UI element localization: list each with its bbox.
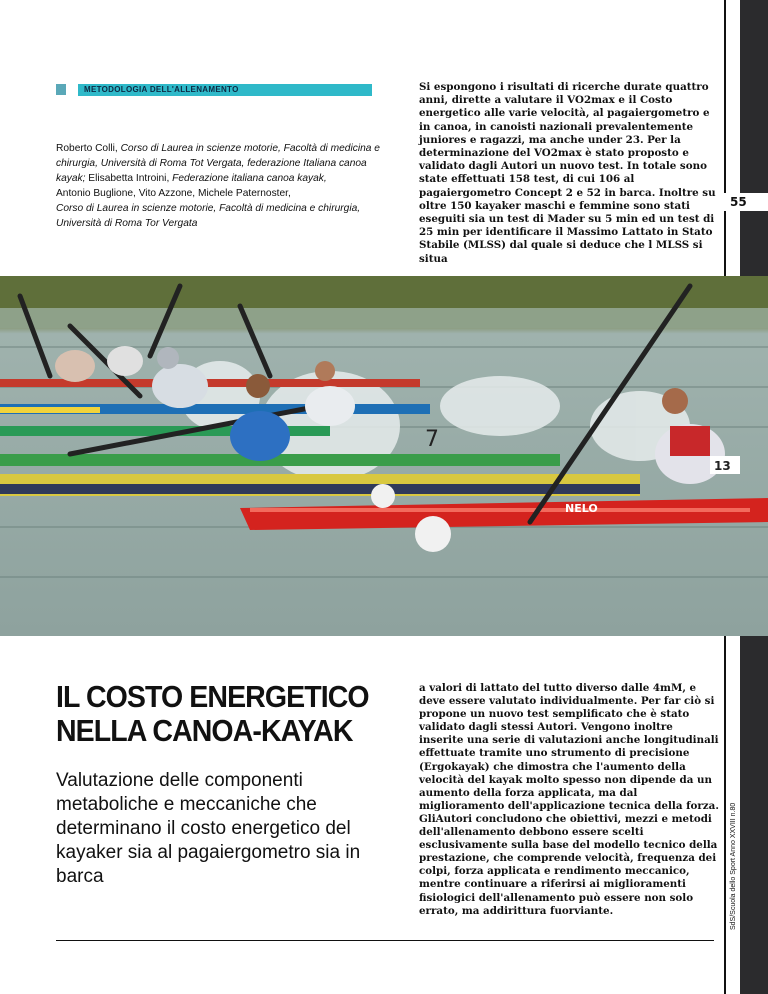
author-affiliation: Corso di Laurea in scienze motorie, Facoltà di medicina e chirurgia, Università di Roma Tot Vergata, federazione Italiana canoa kayak; [56, 143, 380, 184]
abstract-text: Si espongono i risultati di ricerche durate quattro anni, dirette a valutare il VO2max e il Costo energetico alle varie velocità, al pagaiergometro e in canoa, in canoisti nazionali prevalentemente juniores e ragazzi, ma anche under 23. Per la determinazione del VO2max è stato proposto e validato dagli Autori un nuovo test. In totale sono state effettuati 158 test, di cui 106 al pagaiergometro Concept 2 e 52 in barca. Inoltre su oltre 150 kayaker maschi e femmine sono stati eseguiti sia un test di Mader su 5 min ed un test di 25 min per identificare il Massimo Lattato in Stato Stabile (MLSS) dal quale si deduce che l MLSS si situa [419, 81, 716, 265]
abstract-bottom [419, 682, 719, 918]
author-name: Roberto Colli, [56, 143, 118, 154]
bottom-rule [56, 940, 714, 941]
bib-number: 13 [714, 459, 731, 473]
header-bar [55, 28, 721, 48]
section-label: METODOLOGIA DELL'ALLENAMENTO [84, 85, 239, 94]
author-affiliation: Corso di Laurea in scienze motorie, Facoltà di medicina e chirurgia, Università di Roma Tor Vergata [56, 203, 361, 229]
author-name: Elisabetta Introini, [88, 173, 170, 184]
title-line: IL COSTO ENERGETICO [56, 679, 369, 714]
author-affiliation: Federazione italiana canoa kayak, [172, 173, 327, 184]
lane-number: 7 [425, 427, 439, 452]
article-title [56, 680, 369, 748]
section-marker [56, 84, 66, 95]
author-name: Antonio Buglione, Vito Azzone, Michele Paternoster, [56, 188, 291, 199]
kayak-photo [0, 276, 768, 636]
author-block [56, 141, 396, 231]
article-subtitle: Valutazione delle componenti metaboliche e meccaniche che determinano il costo energetico del kayaker sia al pagaiergometro sia in barca [56, 770, 361, 887]
abstract-text: a valori di lattato del tutto diverso dalle 4mM, e deve essere valutato individualmente. Per far ciò si propone un nuovo test semplificato che è stato validato dagli stessi Autori. Vengono inoltre inserite una serie di valutazioni anche longitudinali effettuate tramite uno strumento di precisione (Ergokayak) che dimostra che l'aumento della velocità del kayak molto spesso non dipende da un aumento della forza applicata, ma dal miglioramento dell'applicazione tecnica della forza. GliAutori concludono che obiettivi, mezzi e metodi dell'allenamento debbono essere scelti esclusivamente sulla base del modello tecnico della prestazione, che comprende velocità, frequenza dei colpi, forza applicata e rendimento meccanico, mentre continuare a riferirsi ai miglioramenti fisiologici dell'allenamento può essere non solo errato, ma addirittura fuorviante. [419, 682, 719, 917]
journal-reference: SdS/Scuola dello Sport Anno XXVIII n.80 [730, 802, 737, 930]
boat-brand-label: NELO [565, 502, 598, 515]
abstract-top [419, 81, 723, 266]
title-line: NELLA CANOA-KAYAK [56, 713, 353, 748]
page-number: 55 [724, 193, 768, 211]
